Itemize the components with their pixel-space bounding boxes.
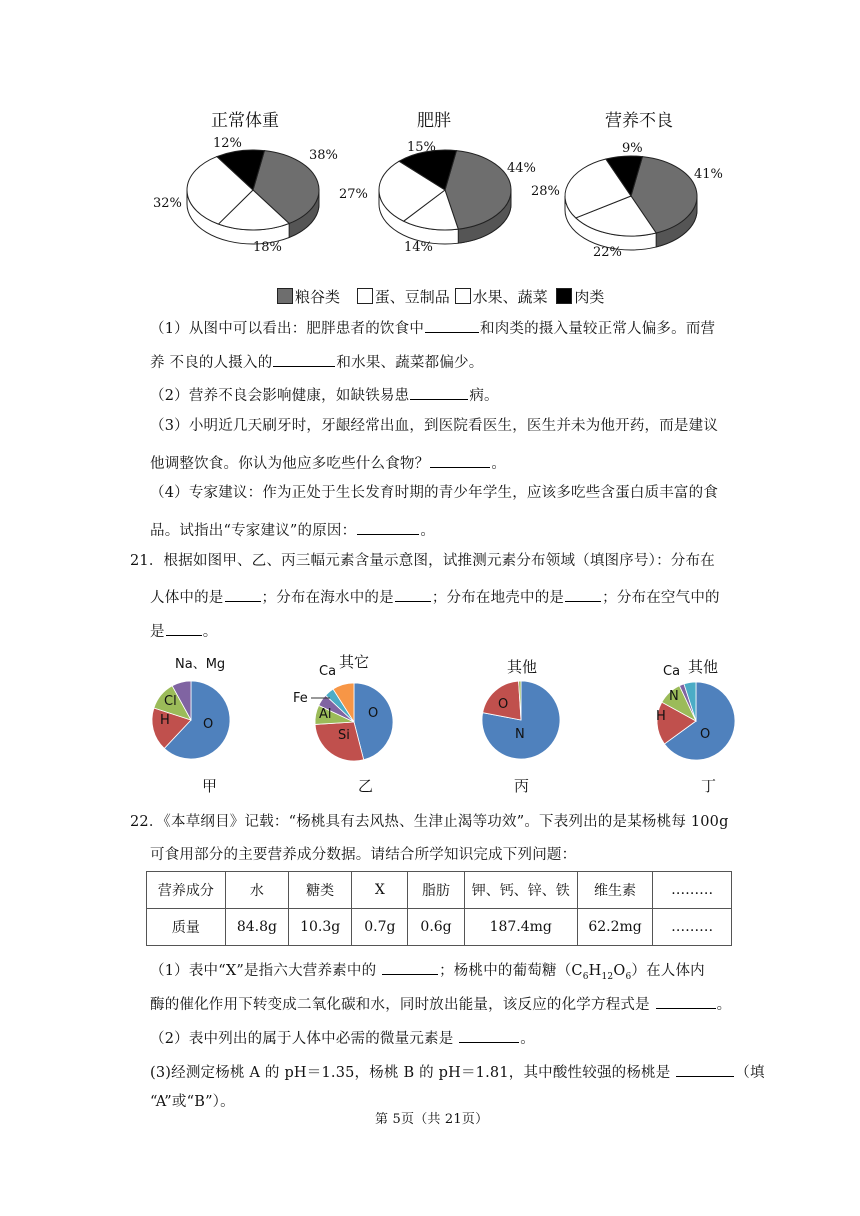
page-footer: 第 5页（共 21页） [375,1112,489,1127]
answer-blank[interactable] [565,587,601,602]
answer-blank[interactable] [425,318,479,333]
legend-swatch-egg [357,288,373,304]
table-cell: ……… [653,909,732,946]
table-header-row [147,872,732,909]
label-n-bing: N [515,727,525,742]
q21-line2: 人体中的是 ；分布在海水中的是 ；分布在地壳中的是 ；分布在空气中的 [150,587,720,606]
answer-blank[interactable] [395,587,431,602]
pct-meat-obese: 15% [407,140,436,155]
chart-legend [277,286,604,307]
legend-swatch-grain [277,288,293,304]
q20-part4-line1: （4）专家建议：作为正处于生长发育时期的青少年学生，应该多吃些含蛋白质丰富的食 [150,485,719,501]
table-cell: 62.2mg [577,909,652,946]
caption-bing: 丙 [514,777,530,795]
diet-pie-charts [0,0,860,320]
table-header-cell: 维生素 [577,872,652,909]
table-header-cell: 糖类 [289,872,352,909]
caption-jia: 甲 [202,777,218,795]
q20-part3-line1: （3）小明近几天刷牙时，牙龈经常出血，到医院看医生，医生并未为他开药，而是建议 [150,418,719,434]
table-header-cell: ……… [653,872,732,909]
pct-egg-malnourished: 22% [593,245,622,260]
q20-part2: （2）营养不良会影响健康，如缺铁易患 病。 [150,385,499,404]
table-header-cell: 脂肪 [408,872,464,909]
label-qita-bing: 其他 [507,658,538,676]
table-cell: 0.6g [408,909,464,946]
legend-swatch-fruit [455,288,471,304]
label-ca-yi: Ca [319,664,337,679]
label-na-mg: Na、Mg [175,657,226,672]
q20-part1-line2: 养 不良的人摄入的 和水果、蔬菜都偏少。 [150,352,483,371]
pct-grain-normal: 38% [309,148,338,163]
pct-egg-obese: 14% [404,240,433,255]
label-ca-ding: Ca [663,664,681,679]
chart-title-obese: 肥胖 [417,111,451,131]
label-fe-yi: Fe [293,691,308,706]
label-o-jia: O [203,717,214,732]
legend-swatch-meat [556,288,572,304]
q22-part2: （2）表中列出的属于人体中必需的微量元素是 。 [150,1028,535,1047]
label-o-bing: O [498,697,509,712]
table-cell: 10.3g [289,909,352,946]
table-cell: 187.4mg [464,909,577,946]
pct-fruit-normal: 32% [153,196,182,211]
table-header-cell: 营养成分 [147,872,226,909]
answer-blank[interactable] [166,621,202,636]
q22-line1: 22．《本草纲目》记载：“杨桃具有去风热、生津止渴等功效”。下表列出的是某杨桃每 100g [130,814,729,830]
answer-blank[interactable] [273,352,335,367]
pct-meat-malnourished: 9% [622,141,643,156]
element-pie-charts [0,640,860,790]
label-o-yi: O [368,706,379,721]
legend-meat: 肉类 [574,288,605,306]
nutrition-table [146,871,732,946]
pct-meat-normal: 12% [213,136,242,151]
caption-ding: 丁 [701,777,717,795]
table-row [147,909,732,946]
label-h-ding: H [656,709,666,724]
pct-fruit-obese: 27% [339,187,368,202]
q20-part4-line2: 品。试指出“专家建议”的原因： 。 [150,520,435,539]
q21-line1: 21．根据如图甲、乙、丙三幅元素含量示意图，试推测元素分布领域（填图序号）：分布在 [130,553,715,569]
pct-grain-obese: 44% [507,161,536,176]
q22-part1-line2: 酶的催化作用下转变成二氧化碳和水，同时放出能量，该反应的化学方程式是 。 [150,994,731,1013]
label-qita-yi: 其它 [339,653,370,671]
answer-blank[interactable] [656,994,716,1009]
q22-part3-line1: (3)经测定杨桃 A 的 pH＝1.35，杨桃 B 的 pH＝1.81，其中酸性较强的杨桃是 （填 [150,1062,765,1081]
pct-grain-malnourished: 41% [694,167,723,182]
table-cell: 0.7g [352,909,408,946]
label-n-ding: N [669,689,679,704]
q22-line2: 可食用部分的主要营养成分数据。请结合所学知识完成下列问题： [150,847,577,863]
table-header-cell: 水 [225,872,288,909]
label-qita-ding: 其他 [688,658,719,676]
answer-blank[interactable] [357,520,419,535]
legend-fruit: 水果、蔬菜 [472,288,548,306]
label-si-yi: Si [338,728,350,743]
caption-yi: 乙 [358,777,374,795]
table-cell: 84.8g [225,909,288,946]
legend-grain: 粮谷类 [295,288,341,306]
table-header-cell: 钾、钙、锌、铁 [464,872,577,909]
legend-egg: 蛋、豆制品 [374,288,450,306]
answer-blank[interactable] [676,1062,734,1077]
q21-line3: 是 。 [150,621,217,640]
table-header-cell: X [352,872,408,909]
q20-part3-line2: 他调整饮食。你认为他应多吃些什么食物？ 。 [150,453,506,472]
chart-title-normal: 正常体重 [211,111,279,131]
pct-egg-normal: 18% [253,240,282,255]
q20-part1-line1: （1）从图中可以看出：肥胖患者的饮食中 和肉类的摄入量较正常人偏多。而营 [150,318,715,337]
answer-blank[interactable] [410,385,468,400]
label-o-ding: O [700,727,711,742]
chart-title-malnourished: 营养不良 [605,111,673,131]
q22-part1-line1: （1）表中“X”是指六大营养素中的 ；杨桃中的葡萄糖$(C_6H_{12}O_6)$在人体内 [150,960,705,982]
q22-part3-line2: “A”或“B”）。 [150,1094,235,1110]
answer-blank[interactable] [459,1028,519,1043]
answer-blank[interactable] [430,453,490,468]
pct-fruit-malnourished: 28% [531,184,560,199]
label-h-jia: H [160,713,170,728]
table-cell: 质量 [147,909,226,946]
answer-blank[interactable] [225,587,261,602]
label-al-yi: Al [319,707,332,722]
answer-blank[interactable] [382,960,438,975]
label-cl-jia: Cl [164,694,177,709]
